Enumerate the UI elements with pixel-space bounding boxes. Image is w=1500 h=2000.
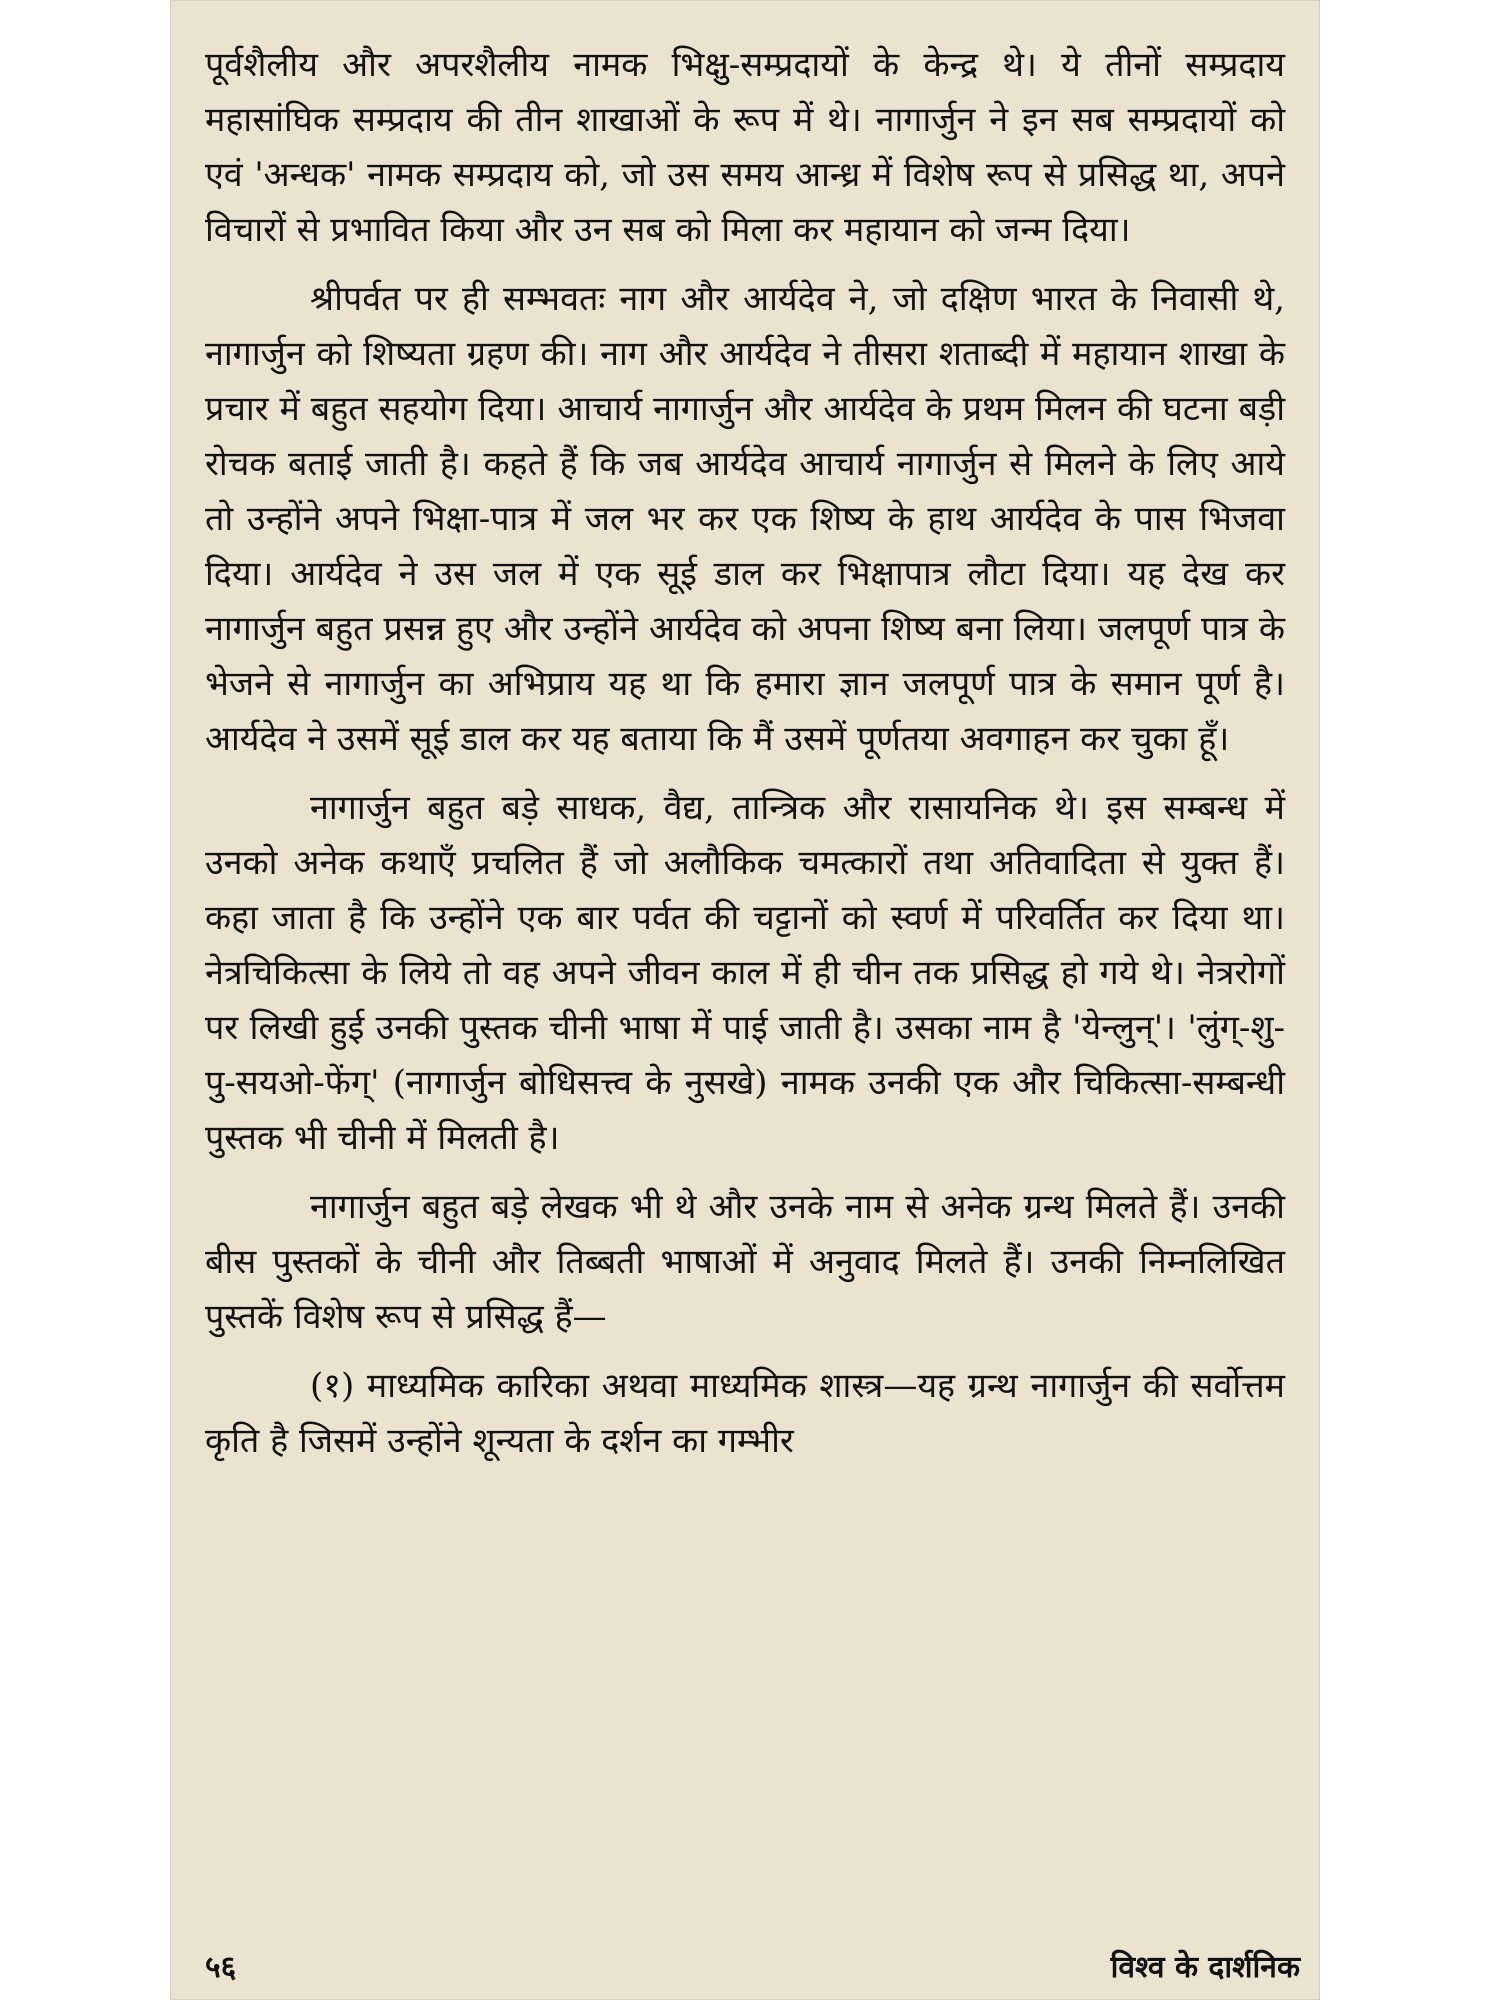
paragraph-1: पूर्वशैलीय और अपरशैलीय नामक भिक्षु-सम्प्रदायों के केन्द्र थे। ये तीनों सम्प्रदाय महासांघिक सम्प्रदाय की तीन शाखाओं के रूप में थे। नागार्जुन ने इन सब सम्प्रदायों को एवं 'अन्धक' नामक सम्प्रदाय को, जो उस समय आन्ध्र में विशेष रूप से प्रसिद्ध था, अपने विचारों से प्रभावित किया और उन सब को मिला कर महायान को जन्म दिया। [205,45,1285,250]
page-body-text [205,38,1285,1469]
page-number: ५६ [205,1950,237,1985]
scanned-book-page [170,0,1320,2000]
paragraph-2: श्रीपर्वत पर ही सम्भवतः नाग और आर्यदेव ने, जो दक्षिण भारत के निवासी थे, नागार्जुन को शिष्यता ग्रहण की। नाग और आर्यदेव ने तीसरा शताब्दी में महायान शाखा के प्रचार में बहुत सहयोग दिया। आचार्य नागार्जुन और आर्यदेव के प्रथम मिलन की घटना बड़ी रोचक बताई जाती है। कहते हैं कि जब आर्यदेव आचार्य नागार्जुन से मिलने के लिए आये तो उन्होंने अपने भिक्षा-पात्र में जल भर कर एक शिष्य के हाथ आर्यदेव के पास भिजवा दिया। आर्यदेव ने उस जल में एक सूई डाल कर भिक्षापात्र लौटा दिया। यह देख कर नागार्जुन बहुत प्रसन्न हुए और उन्होंने आर्यदेव को अपना शिष्य बना लिया। जलपूर्ण पात्र के भेजने से नागार्जुन का अभिप्राय यह था कि हमारा ज्ञान जलपूर्ण पात्र के समान पूर्ण है। आर्यदेव ने उसमें सूई डाल कर यह बताया कि मैं उसमें पूर्णतया अवगाहन कर चुका हूँ। [205,279,1285,759]
running-title: विश्व के दार्शनिक [1110,1950,1300,1985]
paragraph-4: नागार्जुन बहुत बड़े लेखक भी थे और उनके नाम से अनेक ग्रन्थ मिलते हैं। उनकी बीस पुस्तकों के चीनी और तिब्बती भाषाओं में अनुवाद मिलते हैं। उनकी निम्नलिखित पुस्तकें विशेष रूप से प्रसिद्ध हैं— [205,1187,1285,1337]
paragraph-3: नागार्जुन बहुत बड़े साधक, वैद्य, तान्त्रिक और रासायनिक थे। इस सम्बन्ध में उनको अनेक कथाएँ प्रचलित हैं जो अलौकिक चमत्कारों तथा अतिवादिता से युक्त हैं। कहा जाता है कि उन्होंने एक बार पर्वत की चट्टानों को स्वर्ण में परिवर्तित कर दिया था। नेत्रचिकित्सा के लिये तो वह अपने जीवन काल में ही चीन तक प्रसिद्ध हो गये थे। नेत्ररोगों पर लिखी हुई उनकी पुस्तक चीनी भाषा में पाई जाती है। उसका नाम है 'येन्लुन्'। 'लुंग्-शु-पु-सयओ-फेंग्' (नागार्जुन बोधिसत्त्व के नुसखे) नामक उनकी एक और चिकित्सा-सम्बन्धी पुस्तक भी चीनी में मिलती है। [205,788,1285,1158]
page-footer [205,1945,1300,1985]
paragraph-5: (१) माध्यमिक कारिका अथवा माध्यमिक शास्त्र—यह ग्रन्थ नागार्जुन की सर्वोत्तम कृति है जिसमें उन्होंने शून्यता के दर्शन का गम्भीर [205,1366,1285,1461]
